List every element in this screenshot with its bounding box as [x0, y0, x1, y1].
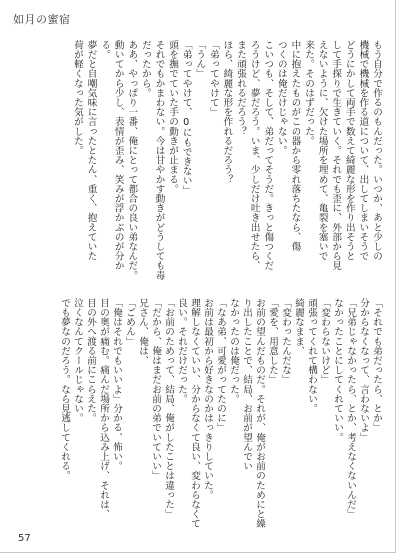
text-column: もう自分で作るのもんだった。いつか、あと少しの [371, 40, 382, 261]
text-column: 夢だと自嘲気味に言ったとたん、重く、抱えていた [85, 40, 97, 261]
text-column: る。 [99, 40, 111, 60]
text-column: ろうけど、夢だろう。いま、少しだけ吐き出せたら、 [248, 40, 260, 271]
text-column: して手探りで生きていく。それでも歪に、外部から見 [330, 40, 342, 271]
text-column: 「なあ弟、可愛がってたのに」 [215, 298, 226, 433]
text-column: でも夢なのだろう。なら見逃してくれる。 [59, 298, 70, 481]
text-column: 頭を撫でていた手の動きが止まる。 [167, 40, 179, 194]
text-column: 泣くなんてクールじゃない。 [72, 298, 83, 423]
text-column: こいつも、そして、弟だってそうだ。きっと傷つくだ [262, 40, 274, 271]
text-column: だったから。 [139, 40, 151, 98]
text-column: 目の奥が痛む。痛んだ場所から込み上げ、それは、 [98, 298, 109, 519]
text-column: 「俺はそれでもいいよ」分かる、怖い。 [111, 298, 122, 471]
text-column: 機械で機械を作る道について、出してしまいそうで [357, 40, 369, 261]
text-column: 動いてから少し、表情が歪み、笑みが浮かぶのが分か [112, 40, 124, 271]
text-column: 頑張ってくれて構わない。 [306, 298, 317, 414]
lower-text-tier [58, 298, 383, 532]
upper-text-tier [70, 40, 383, 292]
text-column: 「それでも弟だったら、とか」 [371, 298, 382, 433]
text-column: 「変わったんだな」 [280, 298, 291, 385]
text-column: えないように、欠けた場所を埋めて、亀裂を塞いで [316, 40, 328, 261]
text-column: 「愛を、用意した」 [267, 298, 278, 385]
text-column: また頑張れるだろう？ [235, 40, 247, 136]
text-column: 来た。そのはずだった。 [303, 40, 315, 146]
text-column: 「ごめん」 [124, 298, 135, 346]
text-column: 「弟ってやけて」 [207, 40, 219, 117]
text-column: 理解しなくていい、分からなくて良い、変わらなくて [189, 298, 200, 529]
text-column: なかったことにしてくれていい。 [332, 298, 343, 442]
text-column: 分からなくなって、言わないよ」 [358, 298, 369, 442]
text-column: 「お前のためって、結局、俺がしたことは違った」 [163, 298, 174, 519]
text-column: お前の望んだものだ。それが、俺がお前のためにと繰 [254, 298, 265, 529]
text-column: 「兄弟じゃなかったら、とか、考えなくないんだ」 [345, 298, 356, 519]
text-column: ああ、やっぱり一番、俺にとって都合の良い弟なんだ。 [126, 40, 138, 280]
text-column: 目の外へ渡る前にこらえた。 [85, 298, 96, 423]
text-column: お前は最初から好きなのかはっきりしていた。 [202, 298, 213, 500]
text-column: なかったのは俺だった。 [228, 298, 239, 404]
text-column: それでもかまわない。今は甘やかす動きがどうしても毒 [153, 40, 165, 280]
text-column: 良い。それだけだった。 [176, 298, 187, 404]
page-number: 57 [18, 533, 31, 544]
text-column: ほら、綺麗な形を作れるだろう？ [221, 40, 233, 184]
text-column: 「だから、俺はまだお前の弟でいていい」 [150, 298, 161, 481]
text-column: 「変わらないけど」 [319, 298, 330, 385]
text-column: 「弟ってやけて、0にもできない」 [180, 40, 192, 195]
text-column: 中に抱えたものがこの器から零れ落ちたなら、傷 [289, 40, 301, 252]
text-column: り出したことで、結局、お前が望んでい [241, 298, 252, 471]
text-column: 兄さん、俺は、 [137, 298, 148, 366]
text-column: どうにかして両手で数えて綺麗な形を作り出そうと [343, 40, 355, 261]
text-column: つくのは俺だけじゃない。 [275, 40, 287, 156]
text-column: 綺麗なまま、 [293, 298, 304, 356]
text-column: 「うん」 [194, 40, 206, 79]
running-head-title: 如月の蜜宿 [13, 13, 71, 26]
text-column: 荷が軽くなった気がした。 [71, 40, 83, 156]
